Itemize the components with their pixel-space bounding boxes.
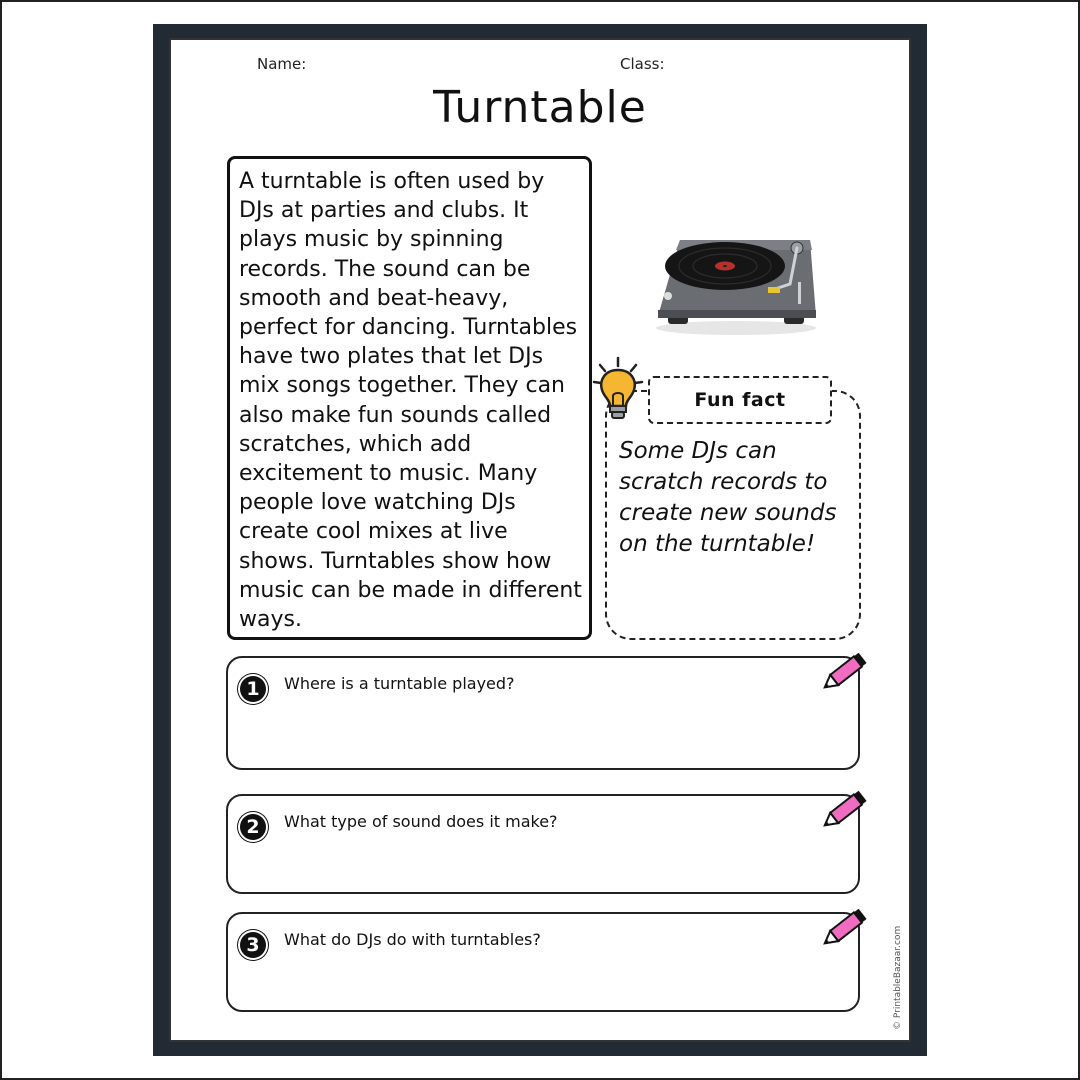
reading-passage-box [227, 156, 592, 640]
question-number-2: 2 [238, 812, 268, 842]
page-title: Turntable [433, 82, 647, 133]
turntable-icon [650, 230, 820, 340]
question-box-3[interactable] [226, 912, 860, 1012]
pencil-icon [818, 650, 870, 696]
class-label: Class: [620, 55, 665, 73]
question-number-3: 3 [238, 930, 268, 960]
question-box-1[interactable] [226, 656, 860, 770]
name-label: Name: [257, 55, 307, 73]
fun-fact-label: Fun fact [648, 376, 832, 424]
reading-passage: A turntable is often used by DJs at parties and clubs. It plays music by spinning records. The sound can be smooth and beat-heavy, perfect for dancing. Turntables have two plates that let DJs mix songs together. They can also make fun sounds called scratches, which add excitement to music. Many people love watching DJs create cool mixes at live shows. Turntables show how music can be made in different ways. [239, 169, 582, 633]
lightbulb-icon [592, 356, 644, 422]
question-number-1: 1 [238, 674, 268, 704]
pencil-icon [818, 906, 870, 952]
question-text-2: What type of sound does it make? [284, 812, 558, 831]
copyright-credit: © PrintableBazaar.com [893, 925, 903, 1030]
pencil-icon [818, 788, 870, 834]
question-text-3: What do DJs do with turntables? [284, 930, 541, 949]
question-box-2[interactable] [226, 794, 860, 894]
fun-fact-text: Some DJs can scratch records to create new sounds on the turntable! [619, 438, 837, 557]
question-text-1: Where is a turntable played? [284, 674, 515, 693]
